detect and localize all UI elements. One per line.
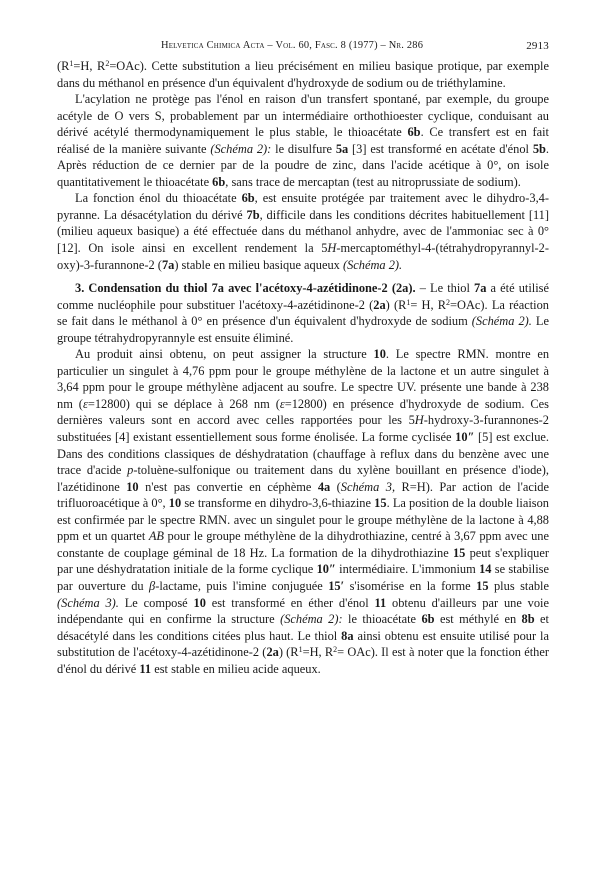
- section-gap: [57, 273, 549, 280]
- paragraph-structure-analysis: Au produit ainsi obtenu, on peut assigner la structure 10. Le spectre RMN. montre en particulier un singulet à 4,76 ppm pour le groupe méthylène de la lactone et un autre singulet à 3,64 ppm pour le groupe méthylène adjacent au soufre. Le spectre UV. présente une bande à 238 nm (ε=12800) qui se déplace à 268 nm (ε=12800) en présence d'hydroxyde de sodium. Ces dernières valeurs sont en accord avec celles rapportées pour les 5H-hydroxy-3-furannones-2 substituées [4] existant essentiellement sous forme énolisée. La forme cyclisée 10″ [5] est exclue. Dans des conditions classiques de déshydratation (chauffage à reflux dans du benzène avec une trace d'acide p-toluène-sulfonique ou traitement dans du xylène bouillant en présence d'iode), l'azétidinone 10 n'est pas convertie en céphème 4a (Schéma 3, R=H). Par action de l'acide trifluoroacétique à 0°, 10 se transforme en dihydro-3,6-thiazine 15. La position de la double liaison est confirmée par le spectre RMN. avec un singulet pour le groupe méthylène de la lactone à 4,88 ppm et un quartet AB pour le groupe méthylène de la dihydrothiazine, centré à 3,67 ppm avec une constante de couplage géminal de 18 Hz. La formation de la dihydrothiazine 15 peut s'expliquer par une déshydratation initiale de la forme cyclique 10″ intermédiaire. L'immonium 14 se stabilise par ouverture du β-lactame, puis l'imine conjuguée 15′ s'isomérise en la forme 15 plus stable (Schéma 3). Le composé 10 est transformé en éther d'énol 11 obtenu d'ailleurs par une voie indépendante qui en confirme la structure (Schéma 2): le thioacétate 6b est méthylé en 8b et désacétylé dans les conditions citées plus haut. Le thiol 8a ainsi obtenu est ensuite utilisé pour la substitution de l'acétoxy-4-azétidinone-2 (2a) ($R^1=H$, $R^2= OAc$). Il est à noter que la fonction éther d'énol du dérivé 11 est stable en milieu acide aqueux.: [57, 347, 550, 676]
- paragraph-enol-protection: La fonction énol du thioacétate 6b, est ensuite protégée par traitement avec le dihydro-3,4-pyranne. La désacétylation du dérivé 7b, difficile dans les conditions décrites habituellement [11] (milieu aqueux basique) a été effectuée dans du méthanol anhydre, avec de l'ammoniac sec à 0° [12]. On isole ainsi en excellent rendement la 5H-mercaptométhyl-4-(tétrahydropyrannyl-2-oxy)-3-furannone-2 (7a) stable en milieu basique aqueux (Schéma 2).: [57, 191, 550, 272]
- running-head: Helvetica Chimica Acta – Vol. 60, Fasc. 8 (1977) – Nr. 286: [161, 40, 424, 51]
- section-condensation: 3. Condensation du thiol 7a avec l'acétoxy-4-azétidinone-2 (2a). – Le thiol 7a a été utilisé comme nucléophile pour substituer l'acétoxy-4-azétidinone-2 (2a) ($R^1= H$, $R^2=OAc$). La réaction se fait dans le méthanol à 0° en présence d'un équivalent d'hydroxyde de sodium (Schéma 2). Le groupe tétrahydropyrannyle est ensuite éliminé.: [57, 281, 549, 345]
- page-header: [57, 38, 549, 55]
- page-number: 2913: [526, 40, 549, 52]
- paragraph-continuation: ($R^1=H$, $R^2=OAc$). Cette substitution a lieu précisément en milieu basique protique, par exemple dans du méthanol en présence d'un équivalent d'hydroxyde de sodium ou de triéthylamine.: [57, 59, 549, 90]
- document-page: [57, 38, 549, 677]
- paragraph-acylation: L'acylation ne protège pas l'énol en raison d'un transfert spontané, par exemple, du groupe acétyle de O vers S, probablement par un intermédiaire orthothioester cyclique, conduisant au dérivé acétylé thermodynamiquement le plus stable, le thioacétate 6b. Ce transfert est en fait réalisé de la manière suivante (Schéma 2): le disulfure 5a [3] est transformé en acétate d'énol 5b. Après réduction de ce dernier par de la poudre de zinc, dans l'acide acétique à 0°, on isole quantitativement le thioacétate 6b, sans trace de mercaptan (test au nitroprussiate de sodium).: [57, 92, 550, 189]
